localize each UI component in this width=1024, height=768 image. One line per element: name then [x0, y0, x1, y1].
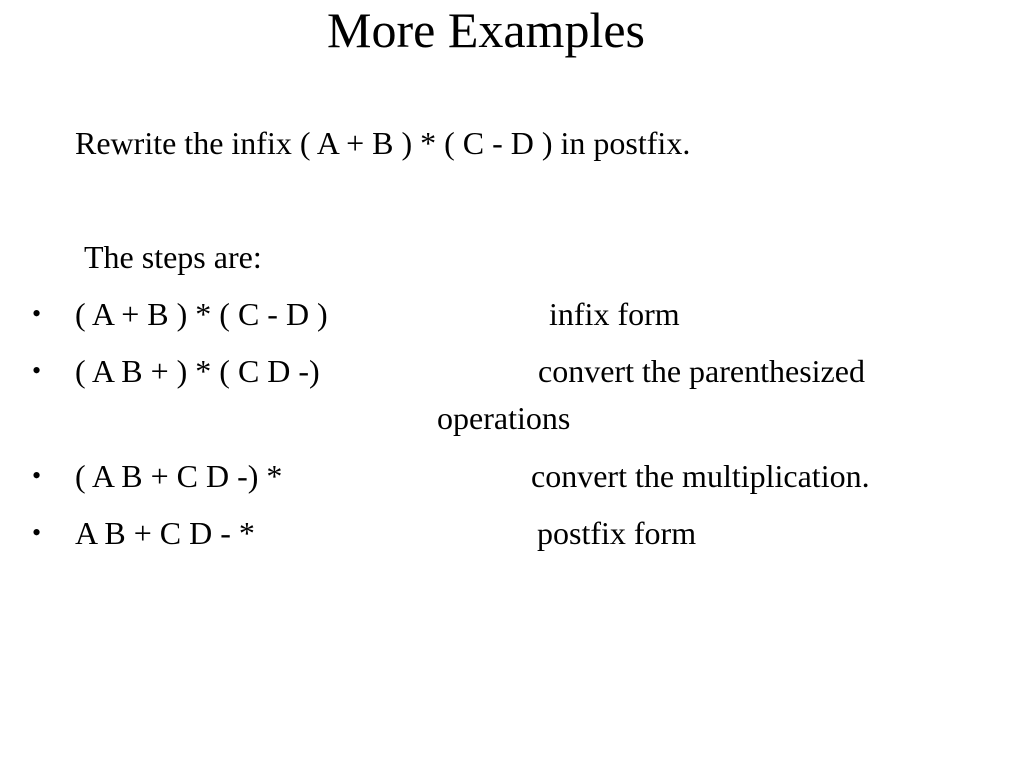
- step-expression: A B + C D - *: [75, 515, 255, 551]
- steps-heading: The steps are:: [84, 239, 262, 275]
- bullet-icon: •: [32, 356, 42, 385]
- step-description: convert the parenthesized: [538, 353, 865, 389]
- step-expression: ( A B + ) * ( C D -): [75, 353, 320, 389]
- intro-text: Rewrite the infix ( A + B ) * ( C - D ) in postfix.: [75, 125, 691, 161]
- bullet-icon: •: [32, 461, 42, 490]
- step-description: convert the multiplication.: [531, 458, 870, 494]
- bullet-icon: •: [32, 299, 42, 328]
- step-description: postfix form: [537, 515, 697, 551]
- bullet-icon: •: [32, 518, 42, 547]
- step-expression: ( A B + C D -) *: [75, 458, 283, 494]
- step-description: infix form: [549, 296, 680, 332]
- step-description-continued: operations: [437, 400, 571, 436]
- step-expression: ( A + B ) * ( C - D ): [75, 296, 328, 332]
- slide-title: More Examples: [327, 2, 645, 58]
